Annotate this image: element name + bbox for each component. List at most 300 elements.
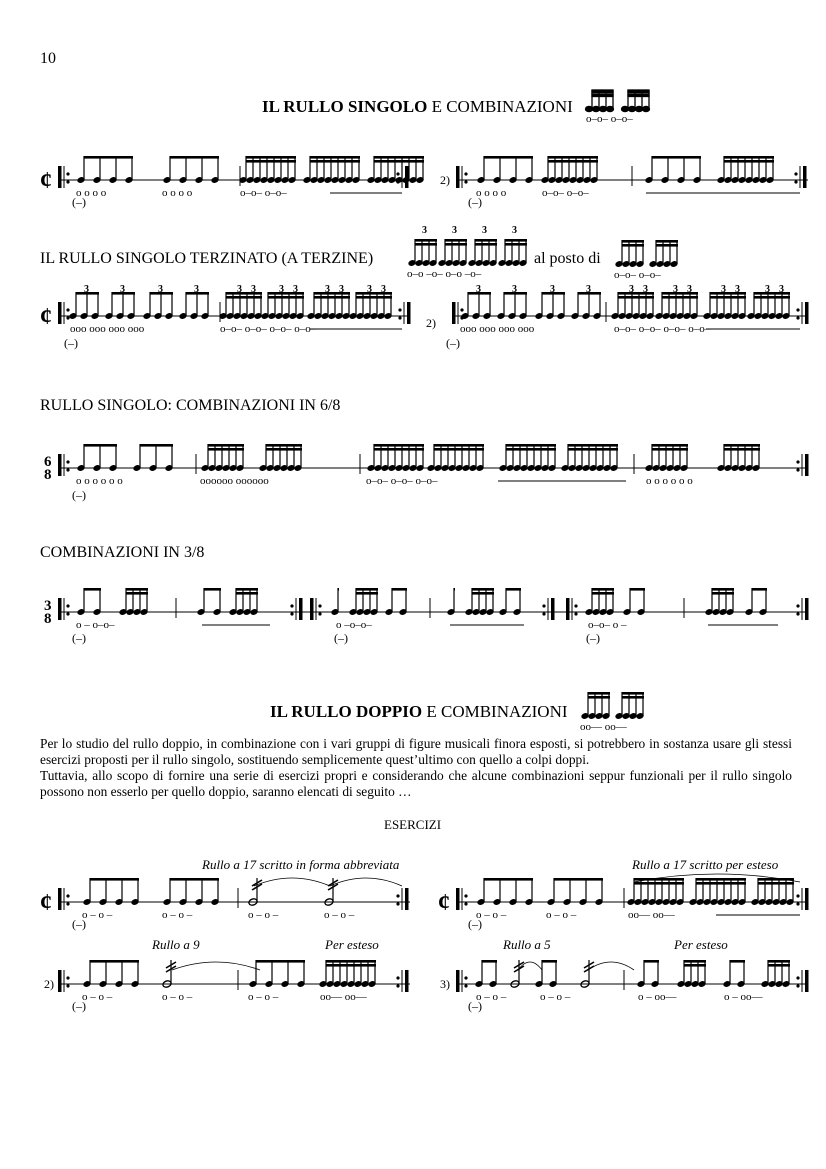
paragraph-2: Tuttavia, allo scopo di fornire una serie di esercizi propri e considerando che alcune combinazioni seppur funzionali per il rullo singolo possono non esserlo per quello doppio, saranno elencati di seguito … [40,768,792,799]
beam [505,243,527,246]
beam [710,296,746,299]
repeat-dot [574,604,577,607]
repeat-dot [66,984,69,987]
sixteenth-notes-icon [578,690,668,733]
triplet-mark: 3 [721,284,726,295]
beam [374,156,424,159]
repeat-dot [464,976,467,979]
staff-ex-1-left [40,870,412,930]
repeat-dot [66,172,69,175]
rest-marker: (–) [586,631,600,645]
exercise-number-2: 2) [440,173,450,187]
beam [754,292,790,295]
repeat-bar [58,598,62,620]
beam [696,882,746,885]
beam [236,592,258,595]
beam [548,156,598,159]
rest-marker: (–) [468,917,482,931]
triplet-notes-icon [405,227,530,281]
repeat-dot [396,180,399,183]
exercise-number-2: 2) [426,316,436,330]
repeat-dot [66,894,69,897]
repeat-dot [464,894,467,897]
sticking-text: ooo ooo ooo ooo [70,323,145,335]
sticking-text: o–o– o–o– [240,187,287,199]
beam [415,243,437,246]
sticking-text: o – o – [546,909,577,921]
exercise-number-3: 3) [440,977,450,991]
repeat-dot [796,984,799,987]
cut-time-signature: ¢ [438,890,450,916]
paragraph-1: Per lo studio del rullo doppio, in combinazione con i vari gruppi di figure musicali finora esposti, si potrebbero in sostanza usare gli stessi esercizi proposti per il rullo singolo, sostituendo semplicemente quest’ultimo con quello a colpi doppi. [40,736,792,767]
sticking-text: o o o o [162,187,193,199]
triplet-mark: 3 [779,284,784,295]
sticking-text: o – o – [476,909,507,921]
beam [310,160,360,163]
page-number: 10 [40,50,56,67]
triplet-mark: 3 [643,284,648,295]
exercise-number-2: 2) [44,977,54,991]
beam [482,960,497,963]
rest-marker: (–) [72,999,86,1013]
repeat-dot [794,180,797,183]
annotation: Rullo a 9 [152,937,200,952]
repeat-bar [456,970,460,992]
repeat-dot [290,612,293,615]
title-bold: IL RULLO DOPPIO [270,702,423,721]
sticking-text: o o o o [76,187,107,199]
rest-marker: (–) [72,488,86,502]
repeat-bar [805,302,809,324]
section-heading-triplet: IL RULLO SINGOLO TERZINATO (A TERZINE) [40,250,374,267]
beam [724,156,774,159]
cut-time-signature: ¢ [40,304,52,330]
repeat-bar [58,302,62,324]
triplet-mark: 3 [381,284,386,295]
beam [434,444,484,447]
triplet-mark: 3 [452,225,457,236]
triplet-mark: 3 [339,284,344,295]
triplet-mark: 3 [279,284,284,295]
beam [588,692,610,695]
repeat-dot [66,902,69,905]
triplet-mark: 3 [476,284,481,295]
triplet-mark: 3 [673,284,678,295]
beam [592,592,614,595]
time-signature-top: 3 [44,598,52,614]
title-rest: E COMBINAZIONI [427,97,573,116]
beam [662,292,698,295]
connector-text: al posto di [534,250,601,267]
beam [724,160,774,163]
beam [208,444,244,447]
repeat-bar [405,970,409,992]
beam [268,292,304,295]
beam [268,296,304,299]
staff-row-4 [40,588,810,640]
triplet-mark: 3 [84,284,89,295]
rest-marker: (–) [72,917,86,931]
repeat-dot [464,172,467,175]
beam [505,239,527,242]
beam [246,156,296,159]
repeat-dot [396,902,399,905]
beam [548,160,598,163]
beam [712,592,734,595]
beam [568,444,618,447]
beam [475,243,497,246]
repeat-dot [66,316,69,319]
sticking-text: o–o– o–o– o–o– o–o– [614,323,711,335]
beam [506,448,556,451]
beam [634,882,684,885]
beam [684,964,706,967]
beam [226,296,262,299]
repeat-dot [66,180,69,183]
beam [768,964,790,967]
sticking-text: o–o– o–o– o–o– [366,475,438,487]
beam [236,588,258,591]
repeat-bar [405,166,409,188]
sticking-text: o – o – [540,991,571,1003]
repeat-bar [456,888,460,910]
beam [622,696,644,699]
repeat-dot [796,460,799,463]
beam [644,960,659,963]
beam [445,239,467,242]
repeat-dot [396,984,399,987]
beam [652,156,701,159]
beam [208,448,244,451]
repeat-dot [396,894,399,897]
sticking-text: o – o – [248,991,279,1003]
beam [710,292,746,295]
beam [724,444,760,447]
sticking-text: oo–– oo–– [628,909,675,921]
repeat-bar [452,302,456,324]
repeat-dot [796,604,799,607]
repeat-dot [794,172,797,175]
tie-curve [172,962,260,970]
triplet-mark: 3 [367,284,372,295]
tie-curve [254,878,330,886]
beam [326,964,376,967]
repeat-bar [407,302,411,324]
beam [622,240,644,243]
beam [652,444,688,447]
sticking-text: o–o– o–o– o–o– o–o– [220,323,317,335]
beam [622,244,644,247]
repeat-dot [398,308,401,311]
time-signature-bottom: 8 [44,467,52,483]
sticking-text: o – o – [162,991,193,1003]
sticking-text: o – o – [248,909,279,921]
repeat-dot [318,604,321,607]
staff-row-1-left [40,148,412,210]
triplet-mark: 3 [325,284,330,295]
repeat-dot [398,316,401,319]
beam [696,878,746,881]
beam [356,296,392,299]
rest-marker: (–) [72,195,86,209]
triplet-mark: 3 [251,284,256,295]
triplet-mark: 3 [629,284,634,295]
tie-curve [330,878,402,886]
sticking-text: o o o o o o [646,475,693,487]
repeat-dot [66,308,69,311]
staff-row-2-left [40,284,412,346]
sticking-text: ooo ooo ooo ooo [460,323,535,335]
triplet-mark: 3 [765,284,770,295]
beam [126,588,148,591]
beam [618,296,654,299]
repeat-bar [299,598,303,620]
beam [506,444,556,447]
beam [310,156,360,159]
repeat-bar [805,598,809,620]
sticking-text: o–o –o– o–o –o– [407,268,482,280]
repeat-bar [805,888,809,910]
beam [392,588,407,591]
repeat-dot [460,308,463,311]
beam [338,588,339,591]
repeat-dot [542,604,545,607]
beam [630,588,645,591]
repeat-dot [574,612,577,615]
sticking-text: oooooo oooooo [200,475,269,487]
beam [314,292,350,295]
beam [314,296,350,299]
triplet-mark: 3 [422,225,427,236]
sticking-text: o – o – [324,909,355,921]
sticking-text: o –o–o– [336,619,372,631]
time-signature-bottom: 8 [44,611,52,627]
beam [542,960,557,963]
annotation: Rullo a 5 [503,937,551,952]
beam [326,960,376,963]
beam [554,878,603,881]
triplet-mark: 3 [586,284,591,295]
beam [415,239,437,242]
staff-row-2-right [438,284,810,346]
section-title-double-roll [270,702,568,722]
sixteenth-notes-icon [584,88,674,124]
beam [622,692,644,695]
repeat-dot [796,308,799,311]
beam [730,960,745,963]
sticking-text: o – oo–– [724,991,763,1003]
repeat-dot [464,180,467,183]
triplet-mark: 3 [120,284,125,295]
cut-time-signature: ¢ [40,168,52,194]
sticking-text: o – o – [82,991,113,1003]
annotation: Per esteso [674,937,728,952]
section-heading-38: COMBINAZIONI IN 3/8 [40,544,205,561]
repeat-dot [796,976,799,979]
beam [140,444,173,447]
beam [356,292,392,295]
beam [724,448,760,451]
repeat-dot [464,984,467,987]
repeat-bar [566,598,570,620]
beam [356,588,378,591]
repeat-dot [796,894,799,897]
beam [246,160,296,163]
time-signature-top: 6 [44,454,52,470]
repeat-bar [805,454,809,476]
triplet-mark: 3 [735,284,740,295]
sticking-text: o–o– o–o– [542,187,589,199]
sticking-text: o–o– o–o– [614,269,661,281]
sticking-text: o – oo–– [638,991,677,1003]
beam [754,296,790,299]
triplet-mark: 3 [482,225,487,236]
beam [226,292,262,295]
rest-marker: (–) [334,631,348,645]
title-rest: E COMBINAZIONI [422,702,568,721]
beam [484,156,533,159]
sticking-text: o – o – [476,991,507,1003]
beam [588,696,610,699]
beam [266,448,302,451]
repeat-bar [58,970,62,992]
staff-ex-1-right [438,870,810,930]
repeat-dot [796,612,799,615]
repeat-dot [290,604,293,607]
sticking-text: o – o – [162,909,193,921]
repeat-bar [405,888,409,910]
beam [256,960,305,963]
staff-row-1-right [438,148,810,210]
repeat-dot [796,902,799,905]
beam [170,156,219,159]
beam [374,444,424,447]
triplet-mark: 3 [194,284,199,295]
cut-time-signature: ¢ [40,890,52,916]
sticking-icon: o–o– o–o– [586,113,633,125]
repeat-dot [66,460,69,463]
exercises-heading: ESERCIZI [384,817,442,832]
beam [84,588,101,591]
sticking-text: o o o o o o [76,475,123,487]
repeat-dot [796,468,799,471]
beam [768,960,790,963]
beam [484,878,533,881]
beam [475,239,497,242]
sticking-text: o – o – [82,909,113,921]
repeat-dot [318,612,321,615]
section-heading-68: RULLO SINGOLO: COMBINAZIONI IN 6/8 [40,397,341,414]
beam [758,882,794,885]
repeat-dot [66,976,69,979]
repeat-bar [803,166,807,188]
repeat-bar [551,598,555,620]
sticking-text: o o o o [476,187,507,199]
beam [170,878,219,881]
beam [472,592,494,595]
repeat-dot [66,604,69,607]
beam [752,588,767,591]
beam [445,243,467,246]
repeat-dot [66,468,69,471]
sticking-text: oo–– oo–– [320,991,367,1003]
beam [204,588,221,591]
beam [656,244,678,247]
rest-marker: (–) [72,631,86,645]
rest-marker: (–) [64,336,78,350]
beam [684,960,706,963]
section-title-single-roll [262,97,573,117]
beam [568,448,618,451]
beam [126,592,148,595]
rest-marker: (–) [468,999,482,1013]
repeat-bar [58,166,62,188]
beam [356,592,378,595]
tie-curve [588,962,634,970]
staff-row-3 [40,436,810,498]
staff-ex-2-right [438,952,810,1012]
sticking-text: oo–– oo–– [580,721,627,733]
beam [592,588,614,591]
beam [434,448,484,451]
repeat-dot [396,976,399,979]
annotation: Rullo a 17 scritto per esteso [632,857,779,872]
repeat-dot [464,902,467,905]
beam [84,156,133,159]
beam [374,160,424,163]
triplet-mark: 3 [512,225,517,236]
beam [374,448,424,451]
repeat-dot [396,172,399,175]
repeat-bar [310,598,314,620]
annotation: Rullo a 17 scritto in forma abbreviata [202,857,400,872]
beam [662,296,698,299]
beam [90,960,139,963]
beam [652,448,688,451]
repeat-dot [66,612,69,615]
beam [472,588,494,591]
beam [656,240,678,243]
rest-marker: (–) [446,336,460,350]
triplet-mark: 3 [512,284,517,295]
annotation: Per esteso [325,937,379,952]
title-bold: IL RULLO SINGOLO [262,97,428,116]
rest-marker: (–) [468,195,482,209]
repeat-bar [805,970,809,992]
beam [454,588,455,591]
repeat-dot [796,316,799,319]
beam [506,588,521,591]
beam [90,878,139,881]
triplet-mark: 3 [550,284,555,295]
beam [618,292,654,295]
repeat-bar [58,888,62,910]
beam [634,878,684,881]
staff-ex-2-left [40,952,412,1012]
sixteenth-notes-icon [612,238,702,281]
repeat-bar [456,166,460,188]
sticking-text: o – o–o– [76,619,115,631]
triplet-mark: 3 [158,284,163,295]
triplet-mark: 3 [293,284,298,295]
beam [712,588,734,591]
repeat-dot [542,612,545,615]
beam [84,444,117,447]
triplet-mark: 3 [687,284,692,295]
beam [266,444,302,447]
sticking-text: o–o– o – [588,619,627,631]
body-paragraph [40,736,792,800]
